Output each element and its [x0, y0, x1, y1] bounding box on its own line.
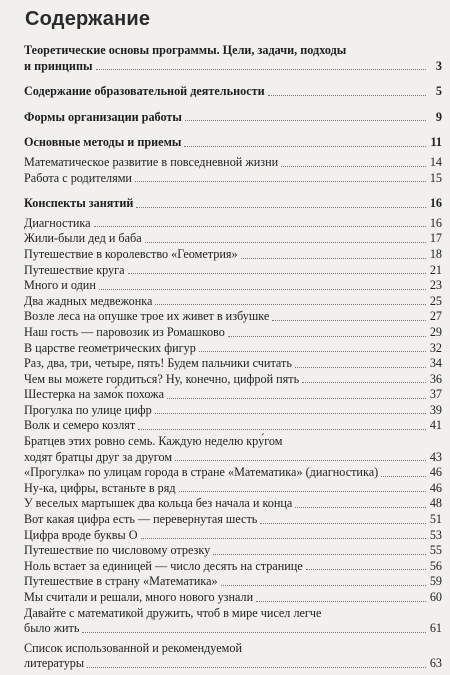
toc-entry-title: У веселых мартышек два кольца без начала и конца — [24, 496, 293, 511]
toc-entry-page: 51 — [429, 512, 442, 527]
toc-entry-page: 39 — [429, 402, 442, 417]
dot-leader — [87, 667, 426, 668]
toc-entry-title: Раз, два, три, четыре, пять! Будем пальчики считать — [24, 356, 292, 371]
dot-leader — [96, 69, 427, 70]
dot-leader — [306, 569, 426, 570]
table-of-contents-page — [24, 8, 442, 672]
toc-entry-page: 27 — [429, 309, 442, 324]
dot-leader — [135, 181, 426, 182]
toc-entry-title: Диагностика — [24, 215, 91, 230]
toc-entry-title: Цифра вроде буквы О — [24, 527, 138, 542]
dot-leader — [268, 95, 426, 96]
toc-entry-title: Жили-были дед и баба — [24, 231, 142, 246]
dot-leader — [228, 336, 426, 337]
toc-entry-page: 55 — [429, 543, 442, 558]
toc-entry — [24, 418, 442, 434]
toc-entry-page: 14 — [429, 154, 442, 169]
toc-entry — [24, 606, 442, 637]
toc-entry-page: 15 — [429, 170, 442, 185]
toc-entry-title: Наш гость — паровозик из Ромашково — [24, 324, 225, 339]
dot-leader — [141, 538, 426, 539]
dot-leader — [185, 120, 426, 121]
dot-leader — [213, 554, 426, 555]
toc-entry — [24, 196, 442, 212]
toc-entry-page: 48 — [429, 496, 442, 511]
toc-entry — [24, 278, 442, 294]
toc-entry-page: 5 — [435, 84, 442, 99]
toc-entry-title: было жить — [24, 621, 80, 636]
toc-entry-title: Давайте с математикой дружить, чтоб в мире чисел легче — [24, 605, 322, 620]
toc-entry-title: Шестерка на замо́к похожа — [24, 387, 164, 402]
toc-entry-title: Мы считали и решали, много нового узнали — [24, 590, 254, 604]
toc-entry-title: и принципы — [24, 58, 93, 73]
section-spacer — [24, 74, 442, 84]
toc-entry — [24, 341, 442, 357]
dot-leader — [295, 367, 426, 368]
dot-leader — [302, 382, 426, 383]
dot-leader — [184, 146, 426, 147]
toc-entry-page: 32 — [429, 340, 442, 355]
toc-entry-page: 46 — [429, 465, 442, 480]
toc-entry-page: 29 — [429, 324, 442, 339]
toc-entry-title: Ноль встает за единицей — число десять на странице — [24, 558, 303, 573]
toc-entry-title: Теоретические основы программы. Цели, задачи, подходы — [24, 43, 347, 57]
dot-leader — [381, 476, 426, 477]
toc-entry-title: Прогулка по улице цифр — [24, 402, 152, 417]
dot-leader — [82, 632, 426, 633]
toc-entry-page: 18 — [429, 246, 442, 261]
dot-leader — [199, 351, 426, 352]
toc-entry-title: Формы организации работы — [24, 109, 182, 124]
dot-leader — [99, 289, 426, 290]
dot-leader — [138, 429, 426, 430]
toc-entry — [24, 403, 442, 419]
section-spacer — [24, 100, 442, 110]
dot-leader — [155, 413, 426, 414]
toc-entry-title: Вот какая цифра есть — перевернутая шесть — [24, 512, 258, 527]
toc-entry — [24, 247, 442, 263]
dot-leader — [167, 398, 426, 399]
toc-entry-title: Содержание образовательной деятельности — [24, 84, 265, 99]
toc-entry — [24, 559, 442, 575]
toc-entry-page: 59 — [429, 574, 442, 589]
toc-entry-title: Математическое развитие в повседневной жизни — [24, 154, 279, 169]
toc-entry-title: Возле леса на опушке трое их живет в избушке — [24, 309, 270, 324]
dot-leader — [272, 320, 426, 321]
dot-leader — [260, 523, 426, 524]
toc-entry-page: 37 — [429, 387, 442, 402]
toc-entry — [24, 387, 442, 403]
toc-entry — [24, 135, 442, 151]
dot-leader — [295, 507, 426, 508]
toc-entry-title: Список использованной и рекомендуемой — [24, 640, 242, 655]
toc-entry — [24, 43, 442, 74]
toc-entry — [24, 216, 442, 232]
toc-entry-page: 16 — [429, 215, 442, 230]
section-spacer — [24, 186, 442, 196]
toc-entry-title: Конспекты занятий — [24, 196, 134, 211]
toc-entry — [24, 309, 442, 325]
section-spacer — [24, 125, 442, 135]
dot-leader — [241, 258, 426, 259]
toc-entry — [24, 372, 442, 388]
toc-entry-page: 23 — [429, 278, 442, 293]
toc-entry — [24, 356, 442, 372]
page-title: Содержание — [25, 8, 151, 30]
toc-entry-page: 21 — [429, 262, 442, 277]
toc-entry-page: 16 — [429, 196, 442, 211]
toc-entry — [24, 294, 442, 310]
toc-entry — [24, 574, 442, 590]
toc-entry-page: 3 — [435, 58, 442, 73]
toc-entry-title: Путешествие в королевство «Геометрия» — [24, 246, 238, 261]
toc-entry — [24, 325, 442, 341]
dot-leader — [175, 460, 426, 461]
toc-entry — [24, 641, 442, 672]
toc-entry-page: 63 — [429, 656, 442, 671]
toc-entry-title: литературы — [24, 656, 85, 671]
toc-entry-title: Путешествие круга — [24, 262, 125, 277]
toc-entry-page: 56 — [429, 558, 442, 573]
toc-entry-title: Много и один — [24, 278, 96, 293]
toc-entry — [24, 590, 442, 606]
toc-entry-page: 11 — [430, 135, 442, 150]
toc-list — [24, 43, 442, 672]
toc-entry — [24, 528, 442, 544]
dot-leader — [128, 273, 426, 274]
toc-entry — [24, 155, 442, 171]
dot-leader — [145, 242, 426, 243]
toc-entry — [24, 496, 442, 512]
dot-leader — [281, 166, 426, 167]
toc-entry — [24, 512, 442, 528]
toc-entry — [24, 84, 442, 100]
toc-entry — [24, 110, 442, 126]
toc-entry-title: Путешествие в страну «Математика» — [24, 574, 218, 589]
toc-entry-page: 61 — [429, 621, 442, 636]
dot-leader — [155, 304, 426, 305]
dot-leader — [136, 207, 426, 208]
toc-entry-title: Работа с родителями — [24, 170, 132, 185]
dot-leader — [94, 226, 426, 227]
toc-entry — [24, 434, 442, 465]
toc-entry-title: Два жадных медвежонка — [24, 293, 153, 308]
toc-entry-page: 41 — [429, 418, 442, 433]
toc-entry-page: 43 — [429, 449, 442, 464]
toc-entry-title: ходят братцы друг за другом — [24, 449, 173, 464]
toc-entry-title: В царстве геометрических фигур — [24, 340, 196, 355]
toc-entry — [24, 481, 442, 497]
toc-entry-page: 25 — [429, 293, 442, 308]
toc-entry-title: Путешествие по числовому отрезку — [24, 543, 211, 558]
toc-entry-title: Основные методы и приемы — [24, 135, 182, 150]
toc-entry-title: Чем вы можете гордиться? Ну, конечно, цифрой пять — [24, 371, 300, 386]
toc-entry-page: 60 — [429, 590, 442, 604]
toc-entry — [24, 543, 442, 559]
toc-entry-page: 34 — [429, 356, 442, 371]
toc-entry — [24, 231, 442, 247]
toc-entry-title: «Прогулка» по улицам города в стране «Математика» (диагностика) — [24, 465, 379, 480]
dot-leader — [179, 491, 426, 492]
dot-leader — [221, 585, 426, 586]
toc-entry — [24, 263, 442, 279]
toc-entry-page: 53 — [429, 527, 442, 542]
dot-leader — [256, 601, 426, 602]
toc-entry-page: 17 — [429, 231, 442, 246]
toc-entry-title: Ну-ка, цифры, встаньте в ряд — [24, 480, 176, 495]
toc-entry-page: 46 — [429, 480, 442, 495]
toc-entry-page: 36 — [429, 371, 442, 386]
toc-entry — [24, 465, 442, 481]
toc-entry-title: Волк и семеро козлят — [24, 418, 136, 433]
toc-entry — [24, 171, 442, 187]
toc-entry-title: Братцев этих ровно семь. Каждую неделю кру́гом — [24, 434, 283, 449]
toc-entry-page: 9 — [435, 109, 442, 124]
